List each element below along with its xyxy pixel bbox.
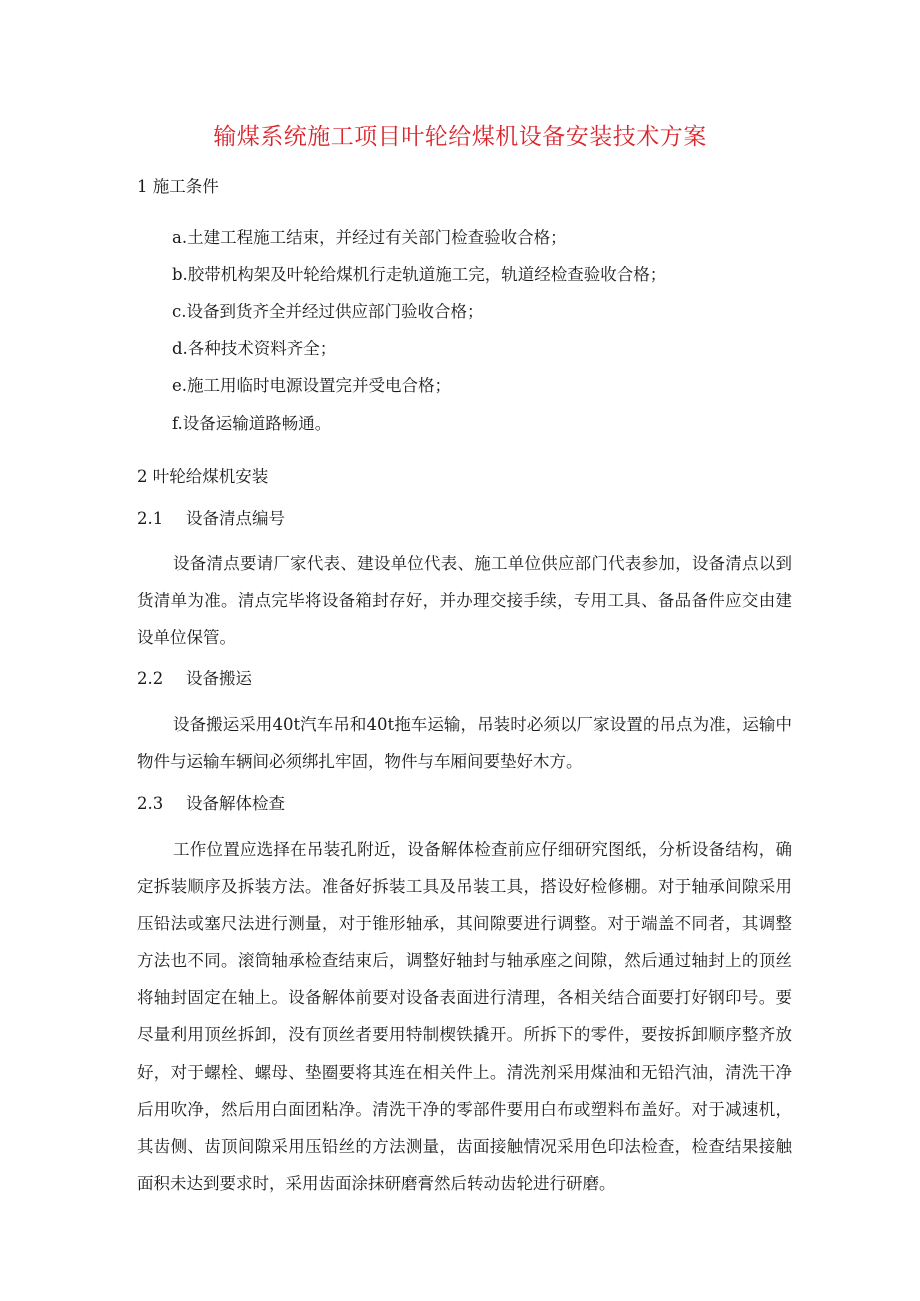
subsection-title: 设备解体检查 bbox=[186, 794, 285, 813]
condition-item-f: f.设备运输道路畅通。 bbox=[172, 414, 332, 433]
subsection-2-3-heading bbox=[137, 790, 285, 814]
condition-item-a: a.土建工程施工结束，并经过有关部门检查验收合格； bbox=[172, 228, 567, 247]
condition-item-e: e.施工用临时电源设置完并受电合格； bbox=[172, 376, 452, 395]
condition-item-c: c.设备到货齐全并经过供应部门验收合格； bbox=[172, 302, 484, 321]
subsection-title: 设备清点编号 bbox=[186, 509, 285, 528]
subsection-2-1-text: 设备清点要请厂家代表、建设单位代表、施工单位供应部门代表参加，设备清点以到货清单为准。清点完毕将设备箱封存好，并办理交接手续，专用工具、备品备件应交由建设单位保管。 bbox=[137, 554, 792, 648]
subsection-2-2-text: 设备搬运采用40t汽车吊和40t拖车运输，吊装时必须以厂家设置的吊点为准，运输中物件与运输车辆间必须绑扎牢固，物件与车厢间要垫好木方。 bbox=[137, 715, 792, 772]
condition-item-d: d.各种技术资料齐全； bbox=[172, 339, 337, 358]
subsection-2-3-text: 工作位置应选择在吊装孔附近，设备解体检查前应仔细研究图纸，分析设备结构，确定拆装顺序及拆装方法。准备好拆装工具及吊装工具，搭设好检修棚。对于轴承间隙采用压铅法或塞尺法进行测量，对于锥形轴承，其间隙要进行调整。对于端盖不同者，其调整方法也不同。滚筒轴承检查结束后，调整好轴封与轴承座之间隙，然后通过轴封上的顶丝将轴封固定在轴上。设备解体前要对设备表面进行清理，各相关结合面要打好钢印号。要尽量利用顶丝拆卸，没有顶丝者要用特制楔铁撬开。所拆下的零件，要按拆卸顺序整齐放好，对于螺栓、螺母、垫圈要将其连在相关件上。清洗剂采用煤油和无铅汽油，清洗干净后用吹净，然后用白面团粘净。清洗干净的零部件要用白布或塑料布盖好。对于减速机，其齿侧、齿顶间隙采用压铅丝的方法测量，齿面接触情况采用色印法检查，检查结果接触面积未达到要求时，采用齿面涂抹研磨膏然后转动齿轮进行研磨。 bbox=[137, 840, 792, 1193]
section-2-heading: 2 叶轮给煤机安装 bbox=[137, 467, 269, 486]
condition-item-b: b.胶带机构架及叶轮给煤机行走轨道施工完，轨道经检查验收合格； bbox=[172, 265, 667, 284]
subsection-2-1-heading bbox=[137, 505, 285, 529]
subsection-number: 2.3 bbox=[137, 794, 164, 813]
document-title: 输煤系统施工项目叶轮给煤机设备安装技术方案 bbox=[213, 124, 707, 150]
subsection-title: 设备搬运 bbox=[186, 669, 252, 688]
subsection-2-2-heading bbox=[137, 665, 252, 689]
subsection-number: 2.2 bbox=[137, 669, 164, 688]
section-1-heading: 1 施工条件 bbox=[137, 177, 219, 196]
subsection-number: 2.1 bbox=[137, 509, 164, 528]
